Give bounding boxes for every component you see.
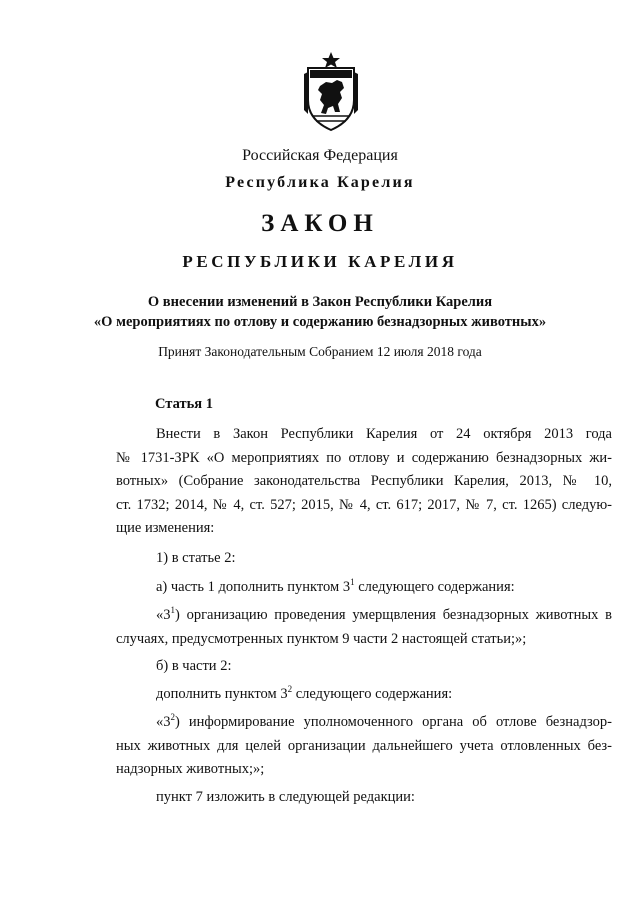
body-line: пункт 7 изложить в следующей редакции: <box>156 789 415 805</box>
adoption-note: Принят Законодательным Собранием 12 июля 2018 года <box>158 344 482 359</box>
body-line: Внести в Закон Республики Карелия от 24 октября 2013 года <box>156 426 612 442</box>
body-line: № 1731-ЗРК «О мероприятиях по отлову и содержанию безнадзорных жи- <box>116 450 612 466</box>
coat-of-arms-emblem <box>302 52 360 132</box>
body-line: вотных» (Собрание законодательства Республики Карелия, 2013, № 10, <box>116 473 612 489</box>
body-line: надзорных животных;»; <box>116 761 265 777</box>
body-line: «$3^2$) информирование уполномоченного органа об отлове безнадзор- <box>156 712 612 730</box>
body-line: 1) в статье 2: <box>156 550 236 566</box>
law-title-line-1: О внесении изменений в Закон Республики Карелия <box>147 294 493 310</box>
body-line: дополнить пунктом $3^2$ следующего содержания: <box>156 684 453 702</box>
body-line: щие изменения: <box>116 520 215 536</box>
body-line: ст. 1732; 2014, № 4, ст. 527; 2015, № 4, ст. 617; 2017, № 7, ст. 1265) следую- <box>116 497 612 513</box>
republic-name: Республика Карелия <box>225 174 415 191</box>
body-line: а) часть 1 дополнить пунктом $3^1$ следующего содержания: <box>156 577 515 595</box>
body-line: ных животных для целей организации дальнейшего учета отловленных без- <box>116 738 612 754</box>
law-title <box>0 292 640 332</box>
law-title-line-2: «О мероприятиях по отлову и содержанию безнадзорных животных» <box>93 314 547 330</box>
body-line: случаях, предусмотренных пунктом 9 части 2 настоящей статьи;»; <box>116 631 527 647</box>
document-subtitle: РЕСПУБЛИКИ КАРЕЛИЯ <box>182 252 458 271</box>
document-type: ЗАКОН <box>261 210 379 237</box>
body-line: б) в части 2: <box>156 658 232 674</box>
article-heading: Статья 1 <box>155 396 213 412</box>
country-name: Российская Федерация <box>242 147 398 164</box>
body-line: «$3^1$) организацию проведения умерщвления безнадзорных животных в <box>156 605 612 623</box>
